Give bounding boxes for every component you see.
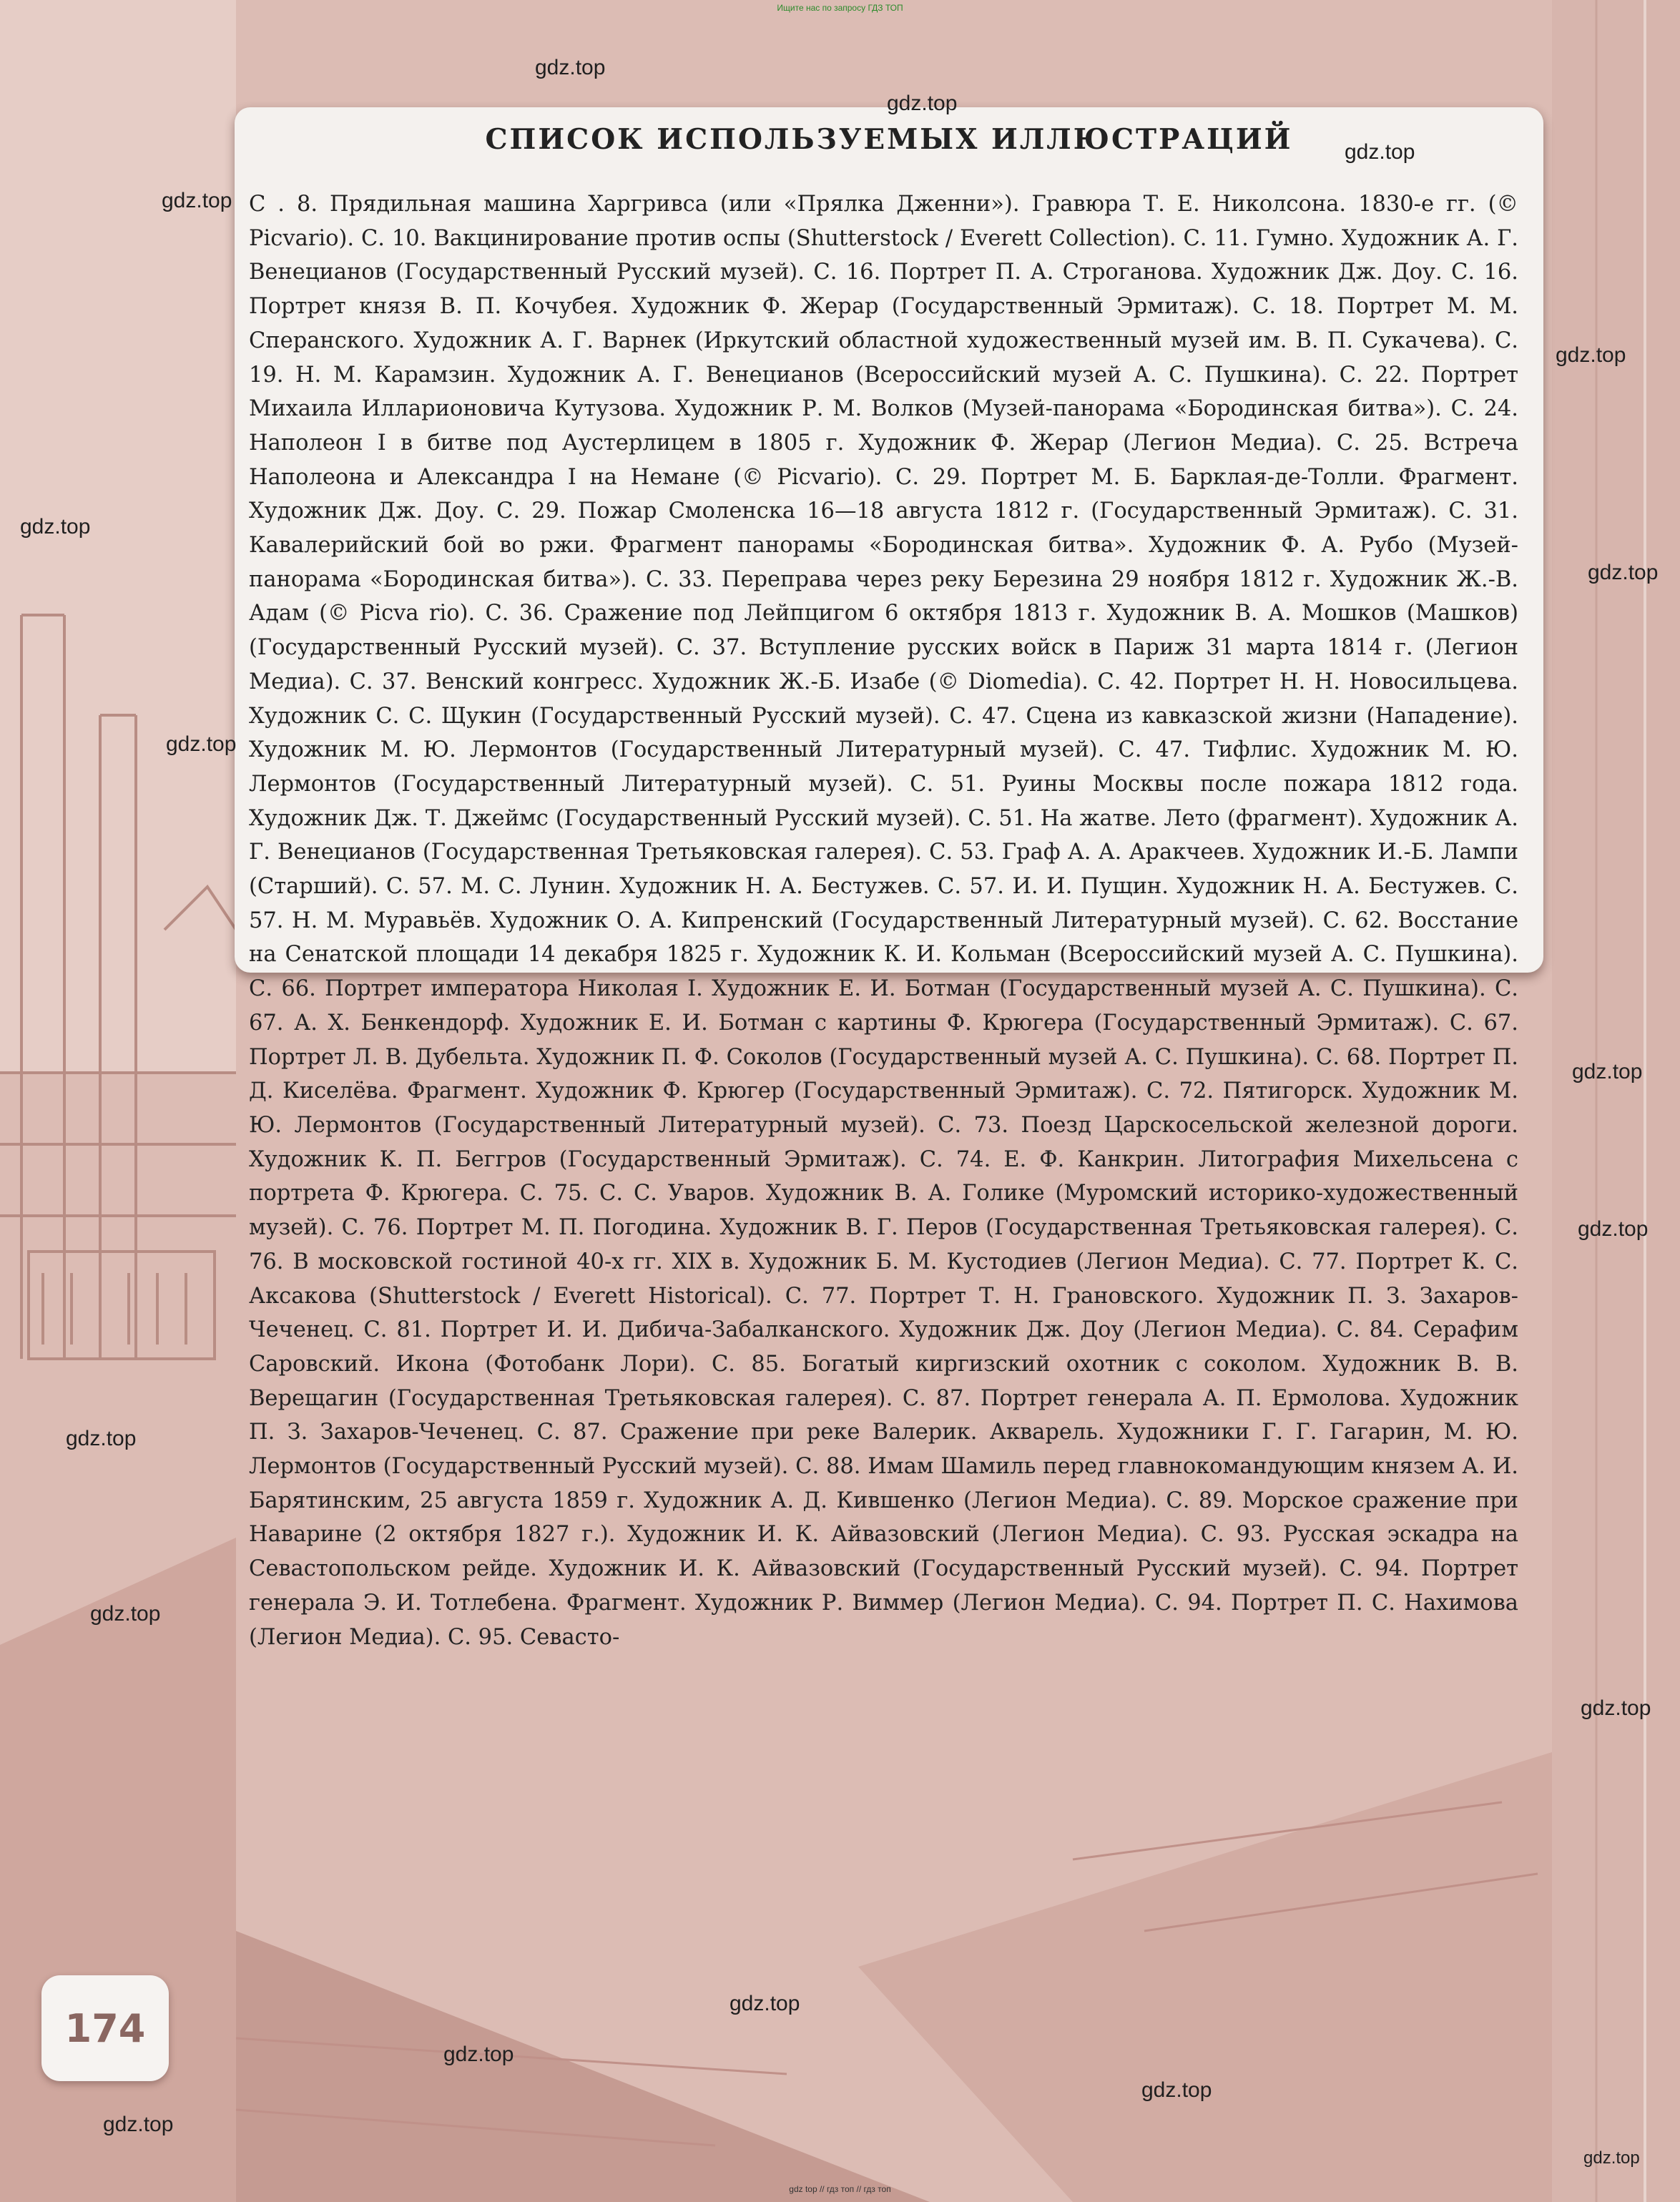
watermark: gdz.top (90, 1602, 161, 1626)
watermark: gdz.top (1578, 1217, 1649, 1241)
watermark: gdz.top (1345, 140, 1415, 164)
footer-note: gdz top // гдз топ // гдз топ (789, 2184, 891, 2194)
page-number: 174 (64, 2005, 146, 2051)
watermark: gdz.top (1556, 343, 1626, 367)
watermark: gdz.top (1588, 561, 1659, 584)
watermark: gdz.top (20, 515, 91, 539)
watermark: gdz.top (1581, 1696, 1651, 1720)
watermark: gdz.top (166, 732, 237, 756)
watermark: gdz.top (103, 2113, 174, 2136)
watermark: gdz.top (887, 92, 958, 115)
illustrations-list: С . 8. Прядильная машина Харгривса (или «Прялка Дженни»). Гравюра Т. Е. Николсона. 1830-е гг. (© Picvario). С. 10. Вакцинирование против оспы (Shutterstock / Everett Collection). С. 11. Гумно. Художник А. Г. Венецианов (Государственный Русский музей). С. 16. Портрет П. А. Строганова. Художник Дж. Доу. С. 16. Портрет князя В. П. Кочубея. Художник Ф. Жерар (Государственный Эрмитаж). С. 18. Портрет М. М. Сперанского. Художник А. Г. Варнек (Иркутский областной художественный музей им. В. П. Сукачева). С. 19. Н. М. Карамзин. Художник А. Г. Венецианов (Всероссийский музей А. С. Пушкина). С. 22. Портрет Михаила Илларионовича Кутузова. Художник Р. М. Волков (Музей-панорама «Бородинская битва»). С. 24. Наполеон I в битве под Аустерлицем в 1805 г. Художник Ф. Жерар (Легион Медиа). С. 25. Встреча Наполеона и Александра I на Немане (© Picvario). С. 29. Портрет М. Б. Барклая-де-Толли. Фрагмент. Художник Дж. Доу. С. 29. Пожар Смоленска 16—18 августа 1812 г. (Государственный Эрмитаж). С. 31. Кавалерийский бой во ржи. Фрагмент панорамы «Бородинская битва». Художник Ф. А. Рубо (Музей-панорама «Бородинская битва»). С. 33. Переправа через реку Березина 29 ноября 1812 г. Художник Ж.-В. Адам (© Picva rio). С. 36. Сражение под Лейпцигом 6 октября 1813 г. Художник В. А. Мошков (Машков) (Государственный Русский музей). С. 37. Вступление русских войск в Париж 31 марта 1814 г. (Легион Медиа). С. 37. Венский конгресс. Художник Ж.-Б. Изабе (© Diomedia). С. 42. Портрет Н. Н. Новосильцева. Художник С. С. Щукин (Государственный Русский музей). С. 47. Сцена из кавказской жизни (Нападение). Художник М. Ю. Лермонтов (Государственный Литературный музей). С. 47. Тифлис. Художник М. Ю. Лермонтов (Государственный Литературный музей). С. 51. Руины Москвы после пожара 1812 года. Художник Дж. Т. Джеймс (Государственный Русский музей). С. 51. На жатве. Лето (фрагмент). Художник А. Г. Венецианов (Государственная Третьяковская галерея). С. 53. Граф А. А. Аракчеев. Художник И.-Б. Лампи (Старший). С. 57. М. С. Лунин. Художник Н. А. Бестужев. С. 57. И. И. Пущин. Художник Н. А. Бестужев. С. 57. Н. М. Муравьёв. Художник О. А. Кипренский (Государственный Литературный музей). С. 62. Восстание на Сенатской площади 14 декабря 1825 г. Художник К. И. Кольман (Всероссийский музей А. С. Пушкина). С. 66. Портрет императора Николая I. Художник Е. И. Ботман (Государственный музей А. С. Пушкина). С. 67. А. Х. Бенкендорф. Художник Е. И. Ботман с картины Ф. Крюгера (Государственный Эрмитаж). С. 67. Портрет Л. В. Дубельта. Художник П. Ф. Соколов (Государственный музей А. С. Пушкина). С. 68. Портрет П. Д. Киселёва. Фрагмент. Художник Ф. Крюгер (Государственный Эрмитаж). С. 72. Пятигорск. Художник М. Ю. Лермонтов (Государственный Литературный музей). С. 73. Поезд Царскосельской железной дороги. Художник К. П. Беггров (Государственный Эрмитаж). С. 74. Е. Ф. Канкрин. Литография Михельсена с портрета Ф. Крюгера. С. 75. С. С. Уваров. Художник В. А. Голике (Муромский историко-художественный музей). С. 76. Портрет М. П. Погодина. Художник В. Г. Перов (Государственная Третьяковская галерея). С. 76. В московской гостиной 40-х гг. XIX в. Художник Б. М. Кустодиев (Легион Медиа). С. 77. Портрет К. С. Аксакова (Shutterstock / Everett Historical). С. 77. Портрет Т. Н. Грановского. Художник П. З. Захаров-Чеченец. С. 81. Портрет И. И. Дибича-Забалканского. Художник Дж. Доу (Легион Медиа). С. 84. Серафим Саровский. Икона (Фотобанк Лори). С. 85. Богатый киргизский охотник с соколом. Художник В. В. Верещагин (Государственная Третьяковская галерея). С. 87. Портрет генерала А. П. Ермолова. Художник П. З. Захаров-Чеченец. С. 87. Сражение при реке Валерик. Акварель. Художники Г. Г. Гагарин, М. Ю. Лермонтов (Государственный Русский музей). С. 88. Имам Шамиль перед главнокомандующим князем А. И. Барятинским, 25 августа 1859 г. Художник А. Д. Кившенко (Легион Медиа). С. 89. Морское сражение при Наварине (2 октября 1827 г.). Художник И. К. Айвазовский (Легион Медиа). С. 93. Русская эскадра на Севастопольском рейде. Художник И. К. Айвазовский (Государственный Русский музей). С. 94. Портрет генерала Э. И. Тотлебена. Фрагмент. Художник Р. Виммер (Легион Медиа). С. 94. Портрет П. С. Нахимова (Легион Медиа). С. 95. Севасто- (249, 192, 1518, 1650)
watermark: gdz.top (1572, 1060, 1643, 1083)
page-title: СПИСОК ИСПОЛЬЗУЕМЫХ ИЛЛЮСТРАЦИЙ (485, 123, 1293, 156)
watermark: gdz.top (730, 1992, 800, 2015)
watermark: gdz.top (66, 1427, 137, 1450)
watermark: gdz.top (535, 56, 606, 79)
watermark: gdz.top (162, 189, 232, 212)
watermark: gdz.top (1583, 2148, 1640, 2168)
watermark: gdz.top (443, 2043, 514, 2066)
page-number-badge (41, 1975, 169, 2081)
watermark: gdz.top (1141, 2078, 1212, 2102)
header-note: Ищите нас по запросу ГДЗ ТОП (777, 3, 903, 13)
text-panel (235, 107, 1543, 1650)
